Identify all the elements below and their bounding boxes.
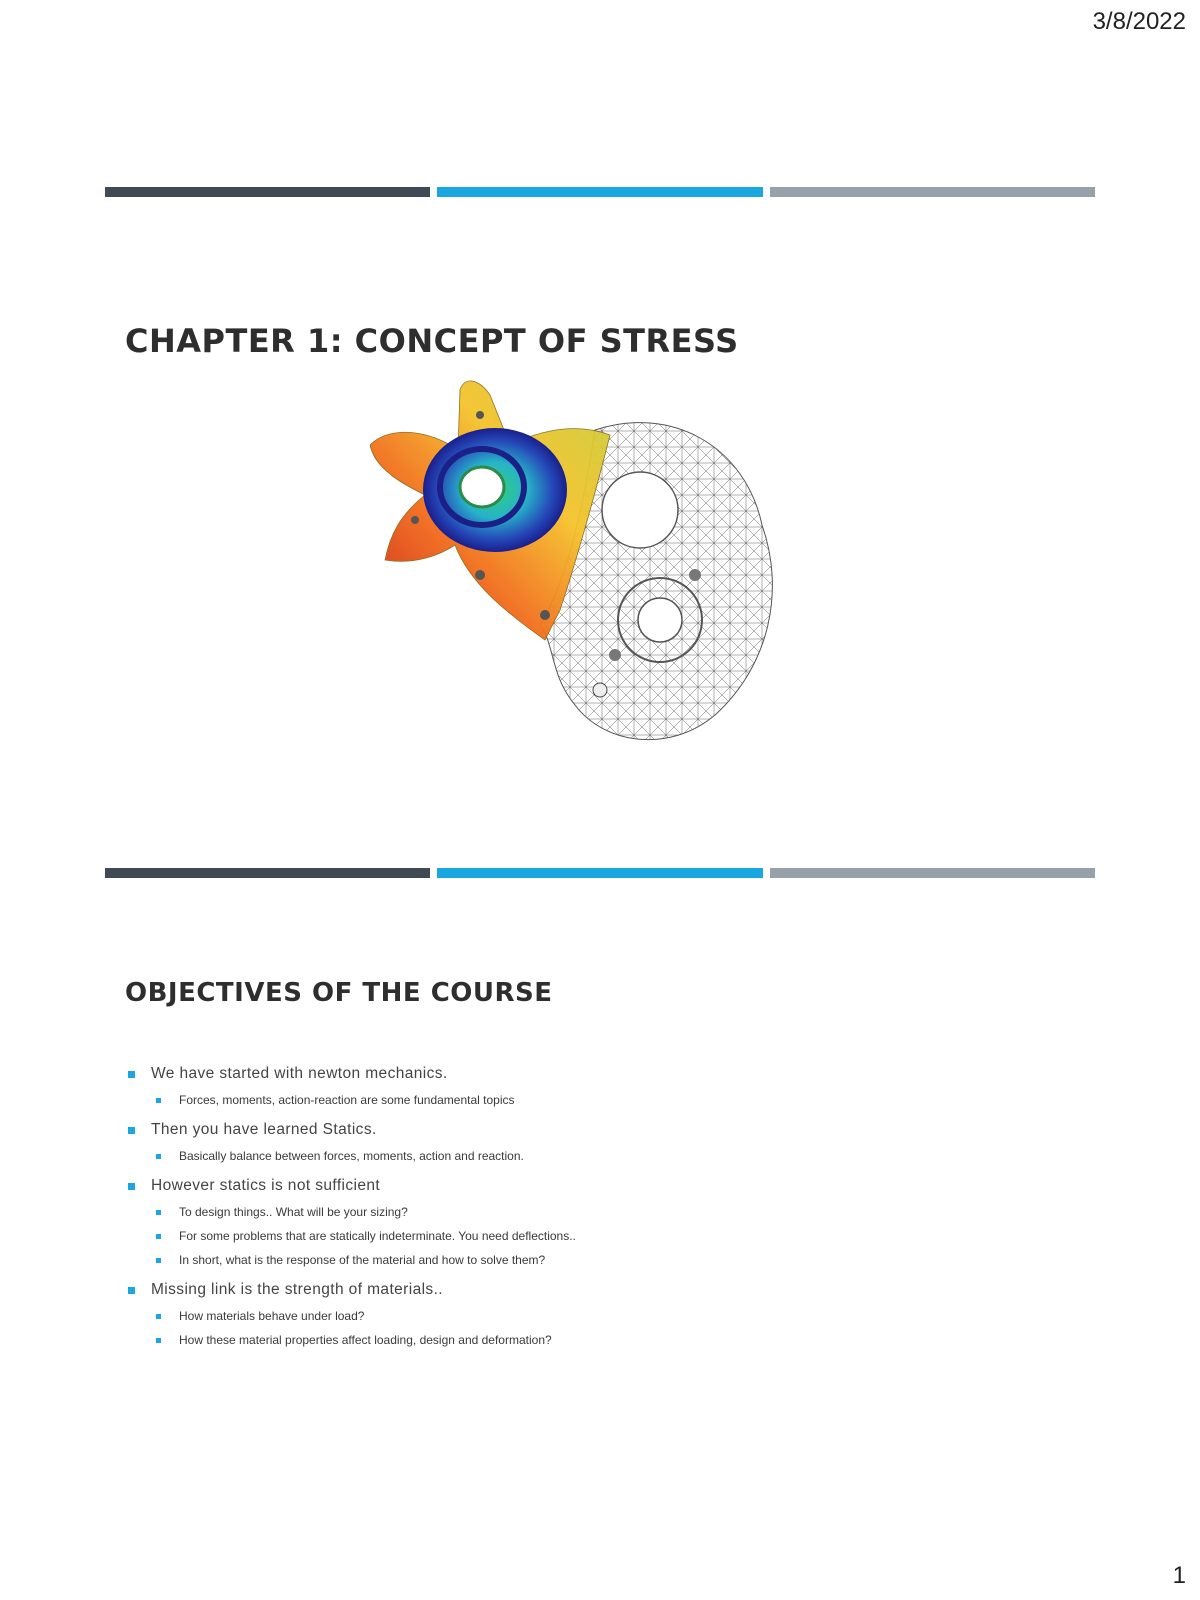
- sub-bullet: How these material properties affect loading, design and deformation?: [125, 1333, 1025, 1347]
- bullet: However statics is not sufficient: [125, 1177, 1025, 1195]
- accent-bar-gray: [770, 868, 1095, 878]
- bullet: Missing link is the strength of materials..: [125, 1281, 1025, 1299]
- accent-bar-dark: [105, 868, 430, 878]
- sub-bullet: To design things.. What will be your sizing?: [125, 1205, 1025, 1219]
- sub-bullet: For some problems that are statically indeterminate. You need deflections..: [125, 1229, 1025, 1243]
- objectives-list: [125, 1065, 1025, 1347]
- accent-bar-blue: [437, 187, 762, 197]
- accent-bar-blue: [437, 868, 762, 878]
- sub-bullet: Basically balance between forces, moments, action and reaction.: [125, 1149, 1025, 1163]
- slide1-accent-bars: [105, 187, 1095, 197]
- stress-analysis-image: [370, 375, 800, 760]
- sub-bullet: How materials behave under load?: [125, 1309, 1025, 1323]
- accent-bar-dark: [105, 187, 430, 197]
- slide2-accent-bars: [105, 868, 1095, 878]
- bullet: We have started with newton mechanics.: [125, 1065, 1025, 1083]
- bullet: Then you have learned Statics.: [125, 1121, 1025, 1139]
- accent-bar-gray: [770, 187, 1095, 197]
- slide2-title: OBJECTIVES OF THE COURSE: [125, 978, 553, 1008]
- print-date: 3/8/2022: [1092, 8, 1186, 35]
- slide1-title: CHAPTER 1: CONCEPT OF STRESS: [125, 322, 739, 360]
- sub-bullet: In short, what is the response of the material and how to solve them?: [125, 1253, 1025, 1267]
- page-number: 1: [1172, 1562, 1186, 1589]
- sub-bullet: Forces, moments, action-reaction are some fundamental topics: [125, 1093, 1025, 1107]
